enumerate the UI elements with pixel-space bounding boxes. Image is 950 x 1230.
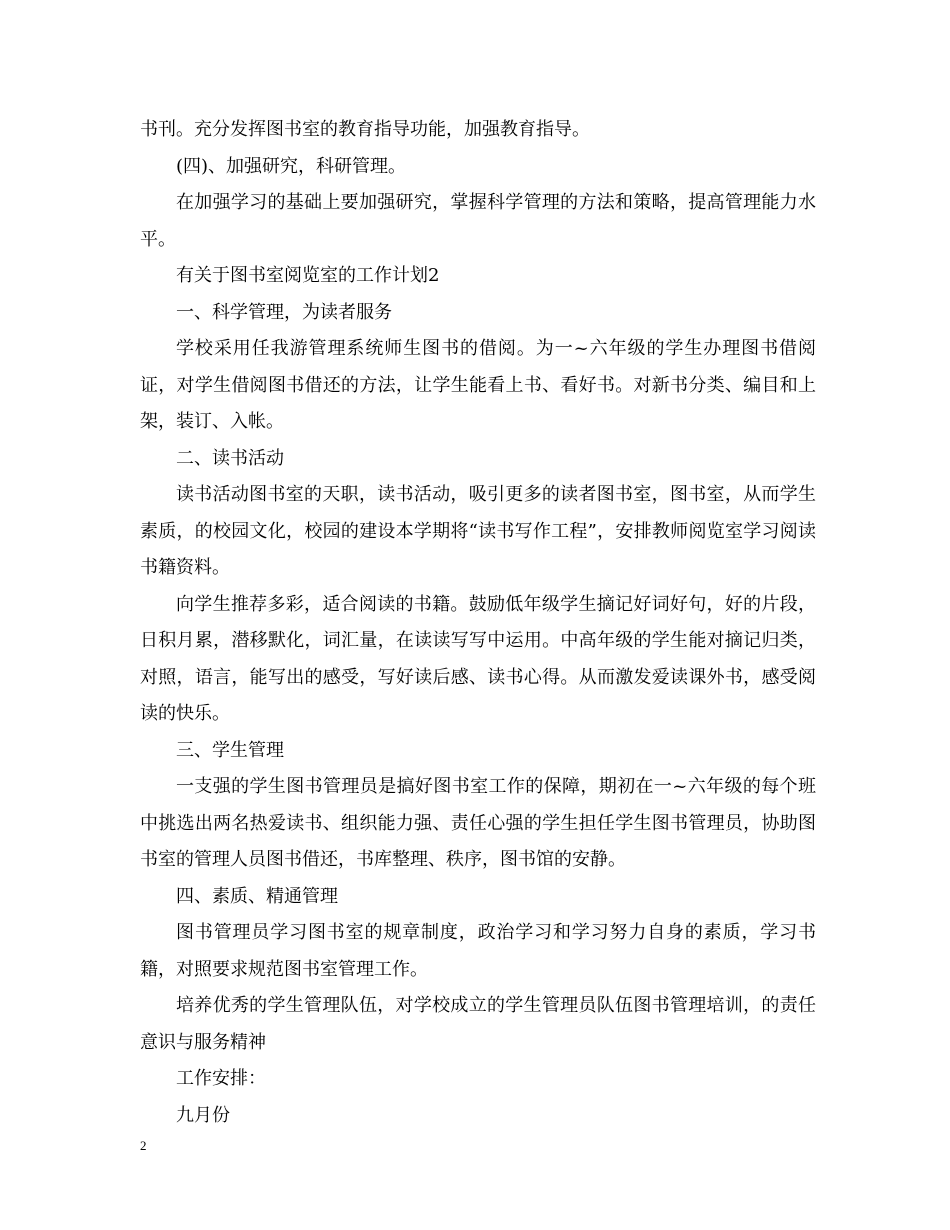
work-schedule-heading: 工作安排： bbox=[176, 1068, 266, 1089]
paragraph-students: 一支强的学生图书管理员是搞好图书室工作的保障，期初在一~六年级的每个班中挑选出两名热爱读书、组织能力强、责任心强的学生担任学生图书管理员，协助图书室的管理人员图书借还，书库整理、秩序，图书馆的安静。 bbox=[140, 776, 816, 870]
paragraph-research: 在加强学习的基础上要加强研究，掌握科学管理的方法和策略，提高管理能力水平。 bbox=[140, 192, 816, 250]
paragraph-quality: 图书管理员学习图书室的规章制度，政治学习和学习努力自身的素质，学习书籍，对照要求规范图书室管理工作。 bbox=[140, 922, 816, 980]
month-september: 九月份 bbox=[176, 1104, 230, 1126]
plan-title: 有关于图书室阅览室的工作计划2 bbox=[176, 265, 440, 286]
document-body bbox=[140, 112, 816, 1134]
paragraph-continuation: 书刊。充分发挥图书室的教育指导功能，加强教育指导。 bbox=[140, 119, 590, 140]
paragraph-reading-recommend: 向学生推荐多彩，适合阅读的书籍。鼓励低年级学生摘记好词好句，好的片段，日积月累，潜移默化，词汇量，在读读写写中运用。中高年级的学生能对摘记归类，对照，语言，能写出的感受，写好读后感、读书心得。从而激发爱读课外书，感受阅读的快乐。 bbox=[140, 593, 816, 724]
section-heading-reading: 二、读书活动 bbox=[176, 447, 284, 469]
section-heading-students: 三、学生管理 bbox=[176, 739, 284, 761]
page-number: 2 bbox=[140, 1138, 147, 1153]
paragraph-management: 学校采用任我游管理系统师生图书的借阅。为一~六年级的学生办理图书借阅证，对学生借阅图书借还的方法，让学生能看上书、看好书。对新书分类、编目和上架，装订、入帐。 bbox=[140, 338, 816, 432]
paragraph-reading-activity: 读书活动图书室的天职，读书活动，吸引更多的读者图书室，图书室，从而学生素质，的校园文化，校园的建设本学期将“读书写作工程”，安排教师阅览室学习阅读书籍资料。 bbox=[140, 484, 816, 578]
paragraph-training: 培养优秀的学生管理队伍，对学校成立的学生管理员队伍图书管理培训，的责任意识与服务精神 bbox=[140, 995, 816, 1053]
section-heading-quality: 四、素质、精通管理 bbox=[176, 885, 338, 907]
section-heading-management: 一、科学管理，为读者服务 bbox=[176, 301, 392, 323]
section-heading-research: (四)、加强研究，科研管理。 bbox=[176, 155, 407, 177]
